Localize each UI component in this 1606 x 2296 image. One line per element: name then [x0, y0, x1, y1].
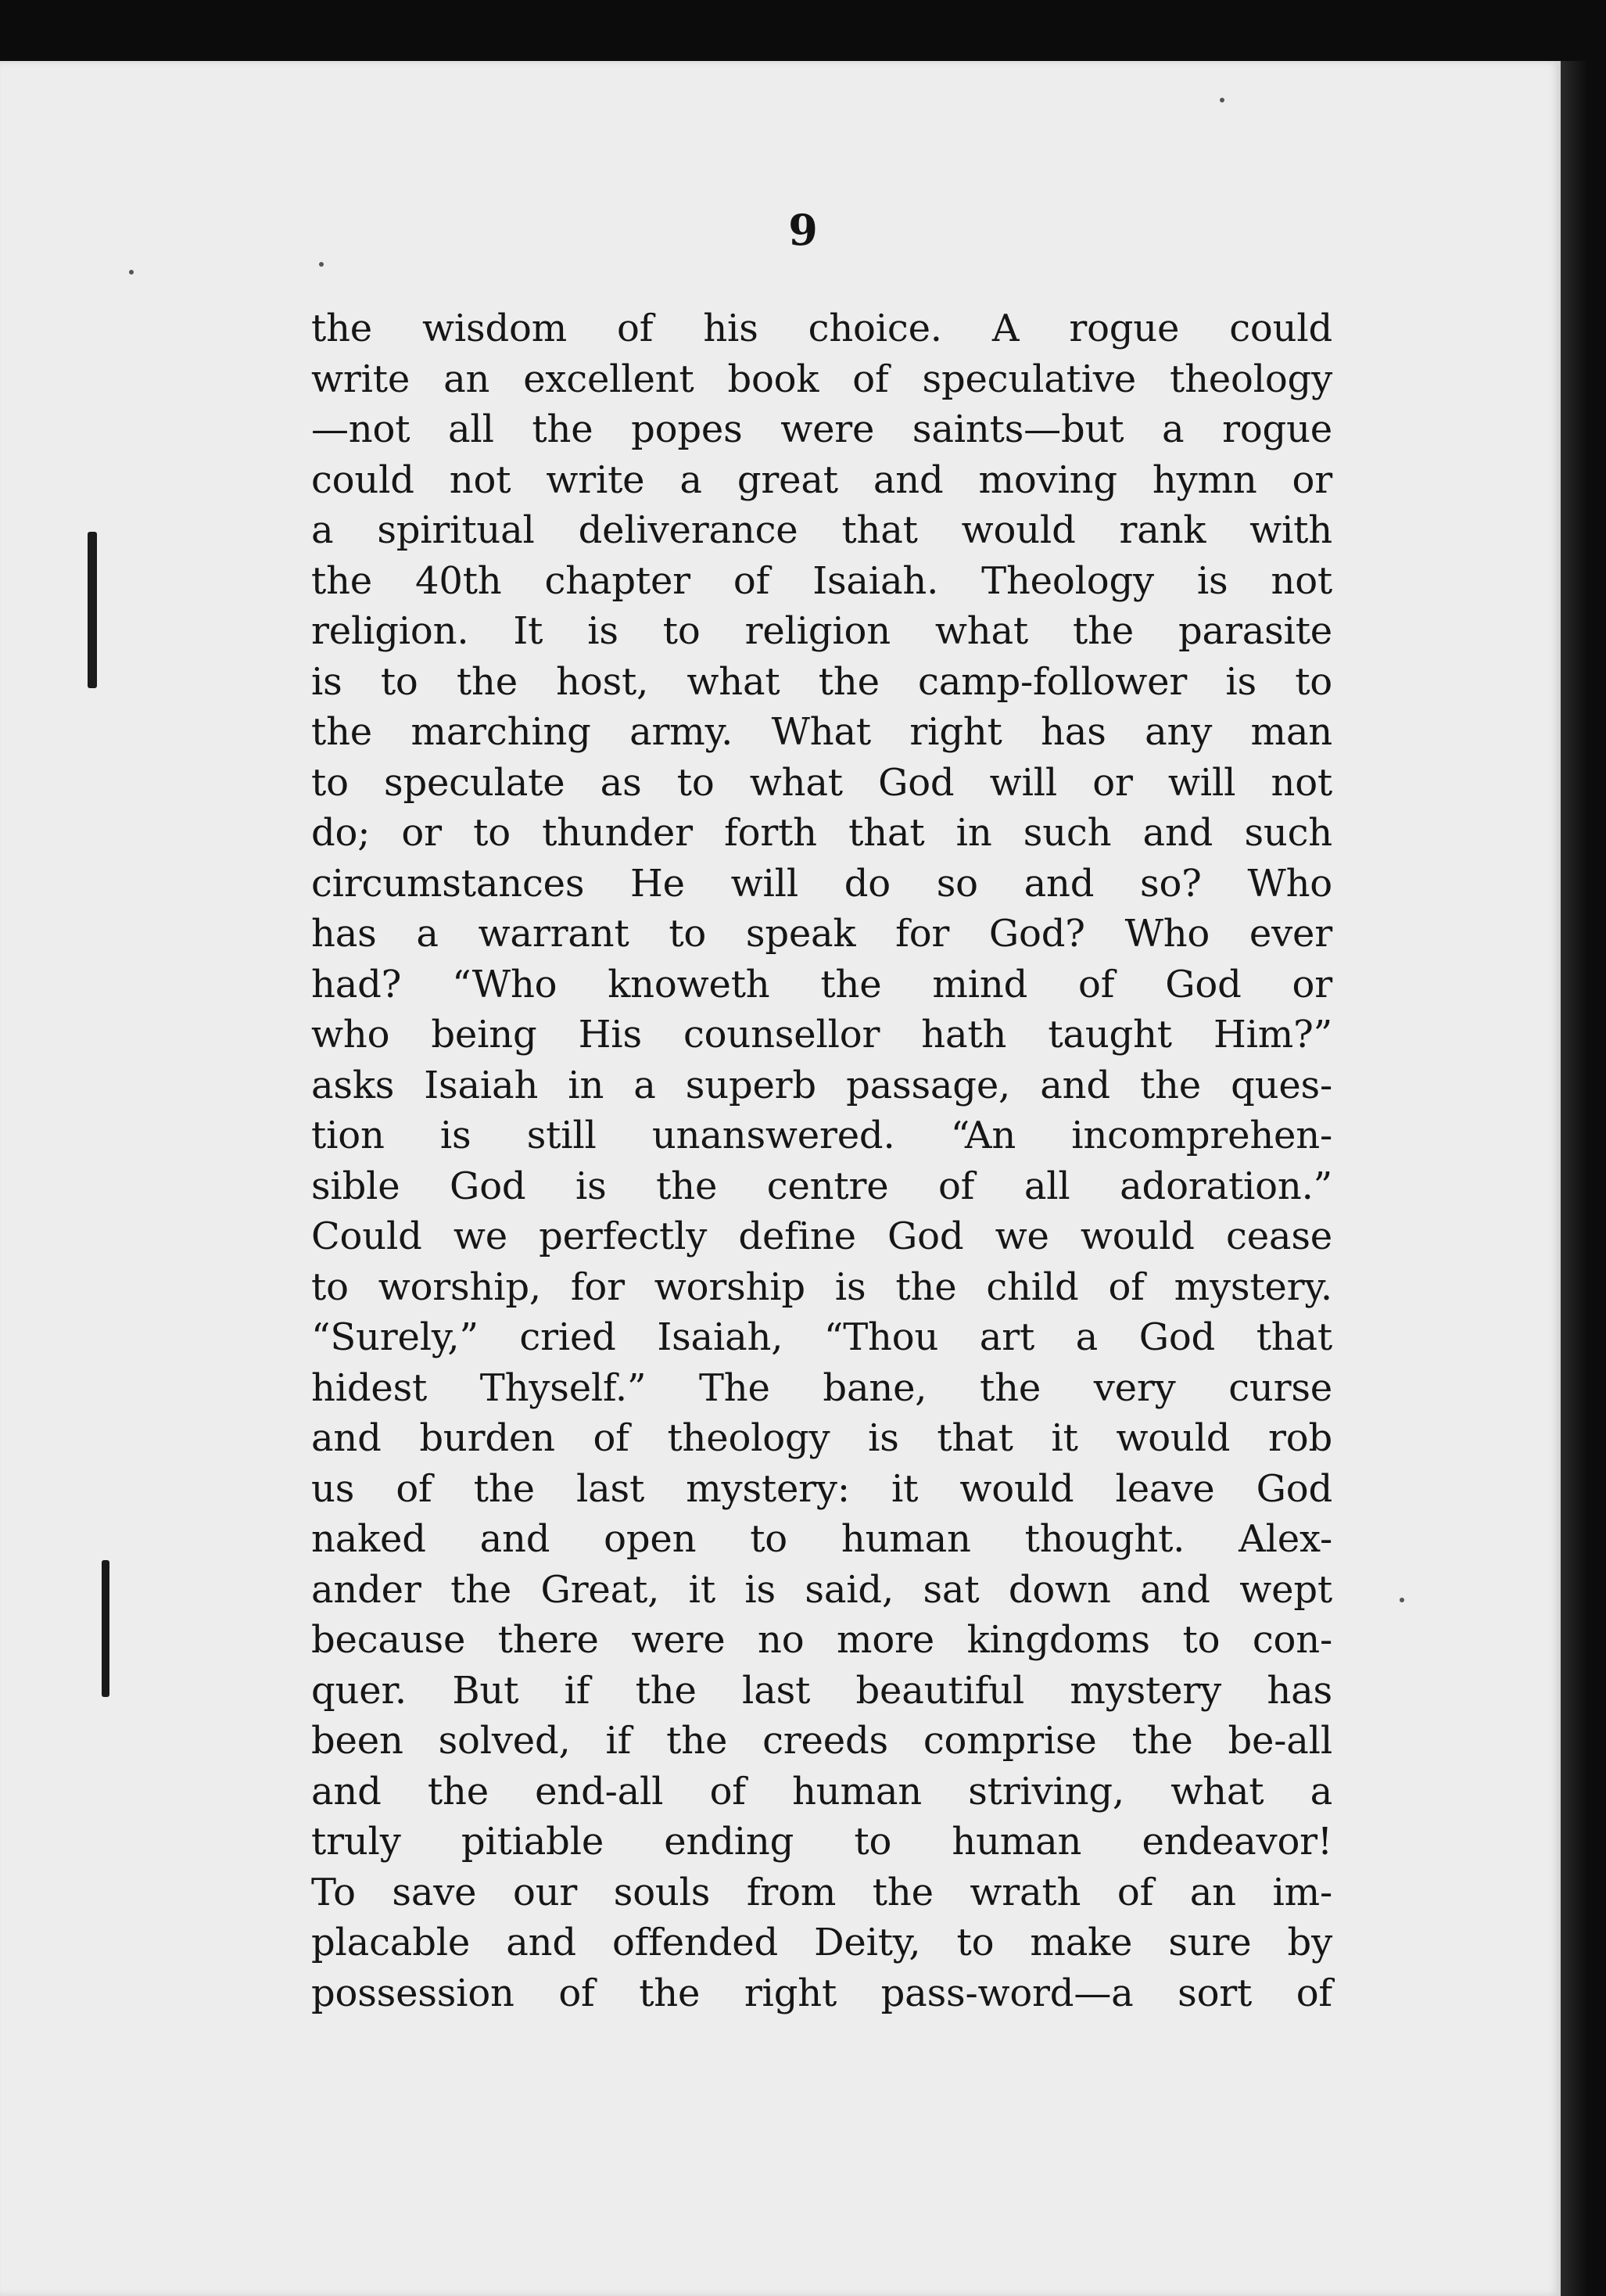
text-line: us of the last mystery: it would leave God: [311, 1466, 1332, 1511]
text-line: do; or to thunder forth that in such and such: [311, 811, 1332, 855]
margin-binding-mark: [102, 1560, 109, 1697]
scan-speck: [319, 262, 324, 267]
text-line: been solved, if the creeds comprise the be-all: [311, 1719, 1332, 1763]
text-line: “Surely,” cried Isaiah, “Thou art a God that: [311, 1315, 1332, 1359]
text-line: asks Isaiah in a superb passage, and the ques-: [311, 1063, 1332, 1107]
text-line: write an excellent book of speculative theology: [311, 357, 1332, 401]
text-line: To save our souls from the wrath of an im-: [311, 1870, 1332, 1914]
scan-speck: [1220, 98, 1224, 102]
page-number: 9: [788, 205, 818, 255]
text-line: quer. But if the last beautiful mystery has: [311, 1668, 1332, 1713]
text-line: the marching army. What right has any man: [311, 710, 1332, 754]
text-line: and burden of theology is that it would rob: [311, 1416, 1332, 1460]
text-line: the wisdom of his choice. A rogue could: [311, 307, 1332, 350]
margin-binding-mark: [88, 532, 97, 688]
body-text: [311, 303, 1332, 2018]
text-line: sible God is the centre of all adoration.”: [311, 1164, 1332, 1208]
text-line: possession of the right pass-word—a sort of: [311, 1971, 1332, 2015]
text-line: ander the Great, it is said, sat down and wept: [311, 1567, 1332, 1612]
text-line: circumstances He will do so and so? Who: [311, 861, 1332, 906]
text-line: had? “Who knoweth the mind of God or: [311, 962, 1332, 1006]
text-line: because there were no more kingdoms to con-: [311, 1618, 1332, 1662]
text-line: Could we perfectly define God we would cease: [311, 1214, 1332, 1258]
text-line: naked and open to human thought. Alex-: [311, 1517, 1332, 1561]
text-line: placable and offended Deity, to make sure by: [311, 1921, 1332, 1964]
text-line: has a warrant to speak for God? Who ever: [311, 912, 1332, 956]
text-line: to worship, for worship is the child of mystery.: [311, 1265, 1332, 1309]
scan-speck: [129, 270, 134, 274]
text-line: is to the host, what the camp-follower is to: [311, 659, 1332, 704]
text-line: to speculate as to what God will or will not: [311, 760, 1332, 805]
page-edge-shadow: [1561, 61, 1606, 2296]
text-line: the 40th chapter of Isaiah. Theology is not: [311, 558, 1332, 603]
text-line: hidest Thyself.” The bane, the very curse: [311, 1365, 1332, 1410]
scan-speck: [1400, 1598, 1404, 1602]
text-line: and the end-all of human striving, what a: [311, 1769, 1332, 1813]
text-line: religion. It is to religion what the parasite: [311, 609, 1332, 653]
text-line: could not write a great and moving hymn or: [311, 457, 1332, 502]
text-line: who being His counsellor hath taught Him?”: [311, 1013, 1332, 1057]
text-line: a spiritual deliverance that would rank with: [311, 508, 1332, 552]
text-line: —not all the popes were saints—but a rogue: [311, 407, 1332, 451]
text-line: truly pitiable ending to human endeavor!: [311, 1820, 1332, 1864]
text-line: tion is still unanswered. “An incomprehen-: [311, 1114, 1332, 1157]
